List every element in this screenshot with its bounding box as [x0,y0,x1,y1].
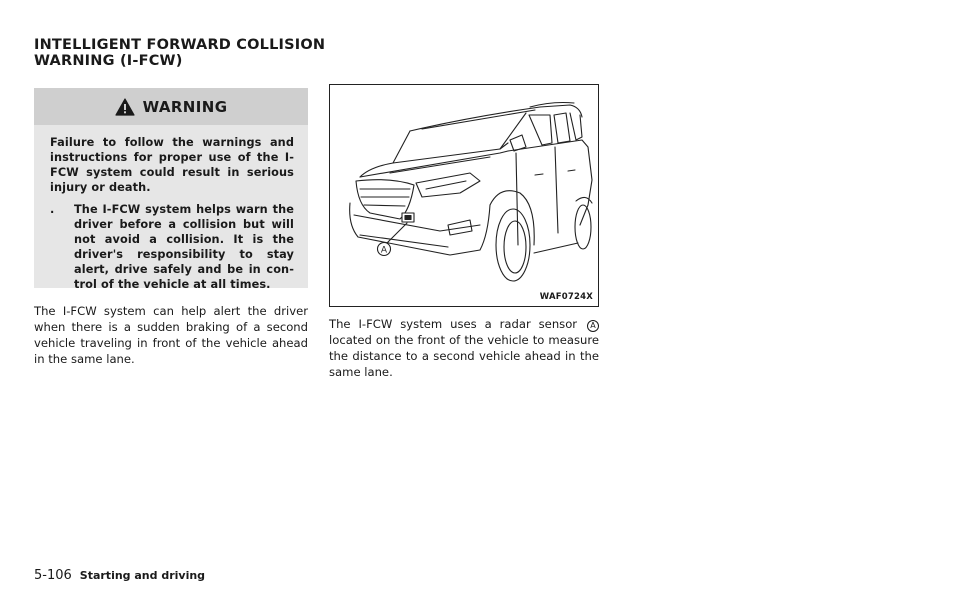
warning-box [34,88,308,291]
warning-bullet [50,202,294,292]
figure-callout-a: A [380,245,388,256]
warning-triangle-icon [115,98,135,116]
warning-bullet-text: The I-FCW system helps warn the driver before a collision but will not avoid a collision. It is the driver's responsibility to stay alert, drive safely and be in con-trol of the vehicle at all times. [74,203,294,291]
section-title-line-1: INTELLIGENT FORWARD COLLISION [34,37,326,53]
warning-paragraph: Failure to follow the warnings and instructions for proper use of the I-FCW system could result in serious injury or death. [50,136,294,194]
warning-heading: WARNING [142,97,228,116]
vehicle-illustration [330,85,598,306]
page-number: 5-106 [34,568,72,583]
sensor-paragraph-start: The I-FCW system uses a radar sensor [329,317,578,331]
intro-paragraph: The I-FCW system can help alert the driver when there is a sudden braking of a second vehicle traveling in front of the vehicle ahead in the same lane. [34,304,308,366]
page-footer [34,568,205,583]
warning-body [34,125,308,292]
vehicle-figure [329,84,599,307]
footer-section-name: Starting and driving [79,569,206,582]
section-title [34,37,334,69]
sensor-paragraph [329,316,599,380]
section-title-line-2: WARNING (I-FCW) [34,53,183,69]
bullet-marker: . [50,203,55,216]
callout-a-icon: A [587,320,599,332]
figure-code: WAF0724X [539,292,593,302]
sensor-paragraph-end: located on the front of the vehicle to measure the distance to a second vehicle ahead in the same lane. [329,333,599,379]
warning-header [34,88,308,125]
